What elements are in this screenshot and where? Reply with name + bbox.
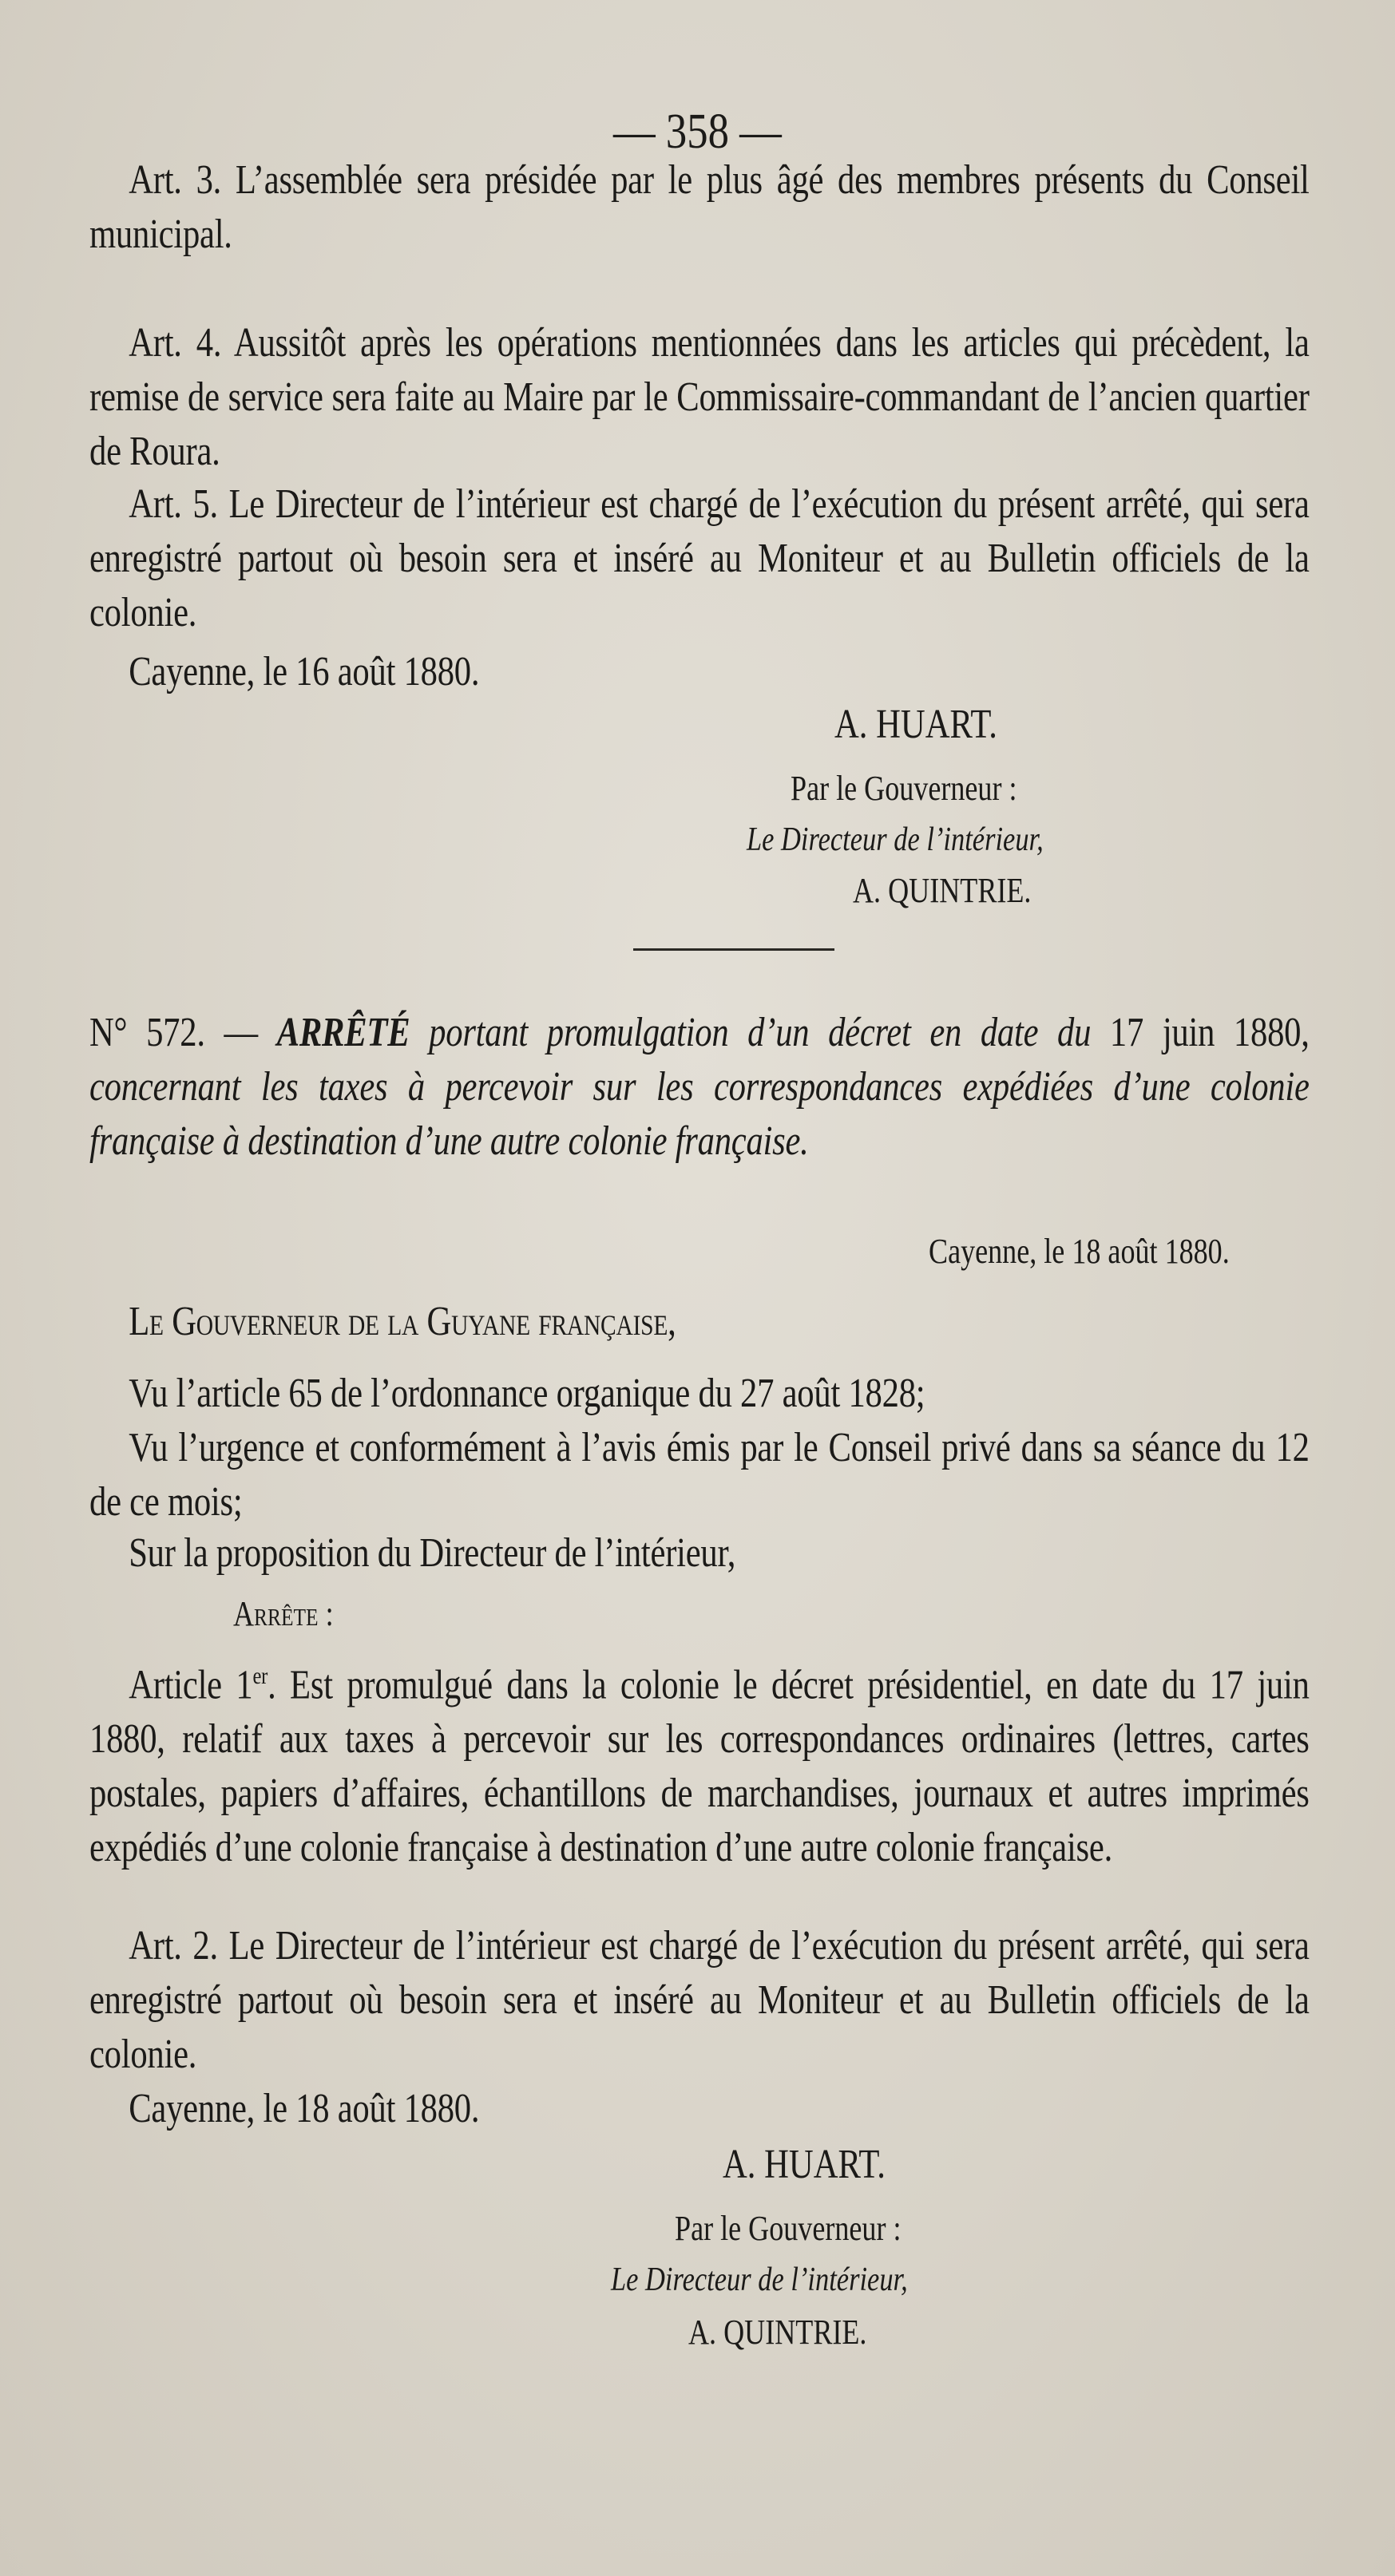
arrete-label: Arrête :	[233, 1594, 334, 1633]
article-3: Art. 3. L’assemblée sera présidée par le plus âgé des membres présents du Conseil municipal.	[89, 157, 1310, 257]
article-2: Art. 2. Le Directeur de l’intérieur est chargé de l’exécution du présent arrêté, qui sera enregistré partout où besoin sera et inséré au Moniteur et au Bulletin officiels de la colonie.	[89, 1923, 1310, 2077]
date-line-1: Cayenne, le 16 août 1880.	[129, 649, 480, 694]
article-5: Art. 5. Le Directeur de l’intérieur est chargé de l’exécution du présent arrêté, qui sera enregistré partout où besoin sera et inséré au Moniteur et au Bulletin officiels de la colonie.	[89, 481, 1310, 635]
vu-line-2: Vu l’urgence et conformément à l’avis émis par le Conseil privé dans sa séance du 12 de ce mois;	[89, 1425, 1310, 1525]
governor-line: Le Gouverneur de la Guyane française,	[129, 1299, 676, 1344]
directeur-role-1: Le Directeur de l’intérieur,	[747, 821, 1044, 858]
article-4: Art. 4. Aussitôt après les opérations mentionnées dans les articles qui précèdent, la remise de service sera faite au Maire par le Commissaire-commandant de l’ancien quartier de Roura.	[89, 320, 1310, 474]
section-divider	[633, 948, 834, 951]
date-line-2: Cayenne, le 18 août 1880.	[129, 2086, 480, 2131]
signature-huart-1: A. HUART.	[834, 702, 997, 747]
vu-line-1: Vu l’article 65 de l’ordonnance organique du 27 août 1828;	[129, 1371, 925, 1416]
article-1: Article 1er. Est promulgué dans la colonie le décret présidentiel, en date du 17 juin 1880, relatif aux taxes à percevoir sur les correspondances ordinaires (lettres, cartes postales, papiers d’affaires, échantillons de marchandises, journaux et autres imprimés expédiés d’une colonie française à destination d’une autre colonie française.	[89, 1662, 1310, 1871]
par-le-gouverneur-1: Par le Gouverneur :	[791, 769, 1017, 808]
par-le-gouverneur-2: Par le Gouverneur :	[675, 2209, 902, 2248]
page-number: — 358 —	[613, 105, 782, 159]
signature-huart-2: A. HUART.	[723, 2142, 886, 2187]
sur-line: Sur la proposition du Directeur de l’intérieur,	[129, 1530, 736, 1576]
signature-quintrie-2: A. QUINTRIE.	[688, 2313, 867, 2352]
arrete-heading: N° 572. — ARRÊTÉ portant promulgation d’un décret en date du 17 juin 1880, concernant les taxes à percevoir sur les correspondances expédiées d’une colonie française à destination d’une autre colonie française.	[89, 1010, 1310, 1164]
place-date: Cayenne, le 18 août 1880.	[929, 1232, 1230, 1271]
directeur-role-2: Le Directeur de l’intérieur,	[611, 2261, 908, 2298]
signature-quintrie-1: A. QUINTRIE.	[853, 871, 1032, 910]
